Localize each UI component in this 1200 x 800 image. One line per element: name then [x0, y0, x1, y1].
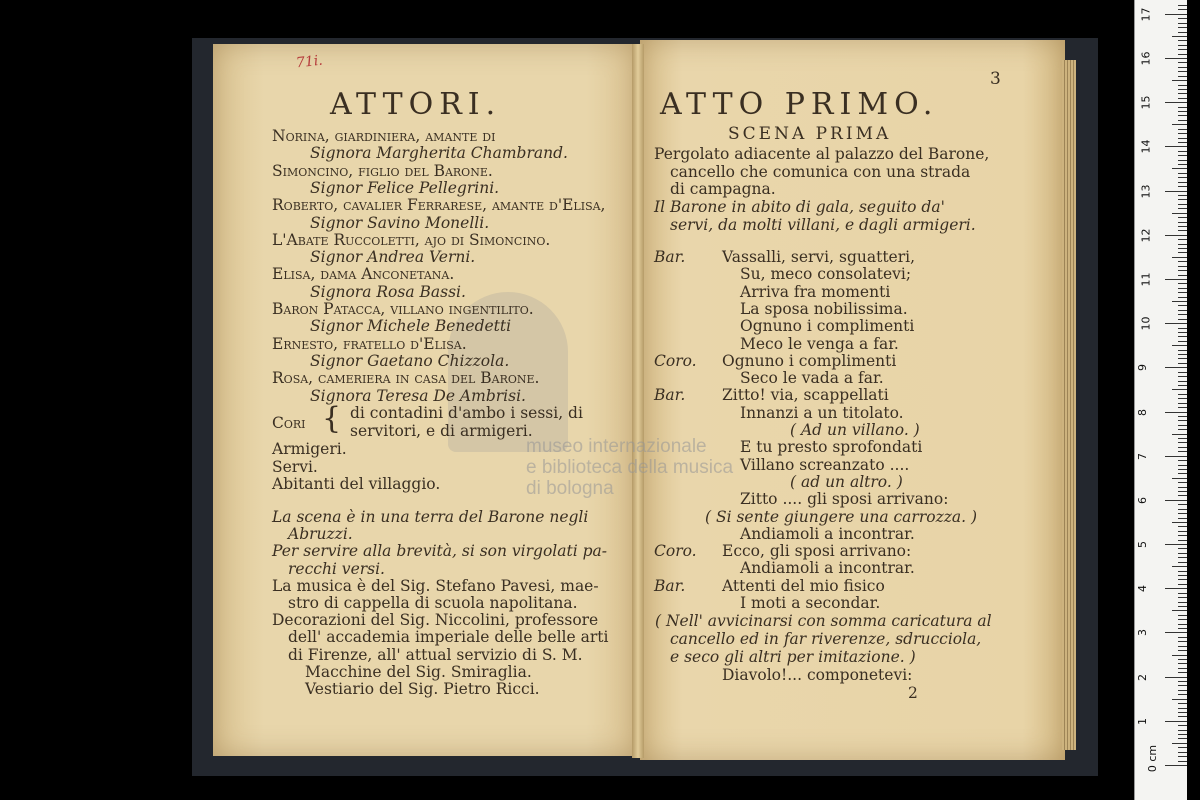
ruler-tick — [1178, 606, 1187, 607]
note-line: La musica è del Sig. Stefano Pavesi, mae- — [272, 576, 599, 595]
ruler-tick — [1178, 314, 1187, 315]
ruler-tick — [1178, 363, 1187, 364]
cast-line: Elisa, dama Anconetana. — [272, 265, 455, 284]
ruler-tick — [1178, 752, 1187, 753]
ruler-tick — [1178, 535, 1187, 536]
dialogue-line: Ognuno i complimenti — [740, 317, 915, 336]
ruler-tick — [1178, 602, 1187, 603]
act-title: ATTO PRIMO. — [660, 87, 939, 122]
ruler-tick — [1178, 164, 1187, 165]
ruler-tick — [1178, 672, 1187, 673]
ruler-number: 11 — [1139, 272, 1153, 287]
ruler-tick — [1178, 482, 1187, 483]
cast-line: Signor Felice Pellegrini. — [310, 178, 500, 197]
ruler-tick — [1178, 204, 1187, 205]
ruler-tick — [1178, 177, 1187, 178]
ruler-tick — [1178, 416, 1187, 417]
ruler-tick — [1178, 690, 1187, 691]
ruler-tick — [1165, 588, 1187, 589]
ruler-tick — [1172, 566, 1187, 567]
ruler-tick — [1165, 235, 1187, 236]
dialogue-line: La sposa nobilissima. — [740, 299, 908, 318]
ruler-tick — [1178, 195, 1187, 196]
ruler-tick — [1178, 624, 1187, 625]
dialogue-line: Su, meco consolatevi; — [740, 265, 912, 284]
ruler-tick — [1178, 328, 1187, 329]
ruler-tick — [1178, 138, 1187, 139]
ruler-number: 5 — [1136, 541, 1149, 549]
ruler-number: 9 — [1136, 364, 1149, 372]
ruler-tick — [1178, 495, 1187, 496]
ruler-tick — [1178, 40, 1187, 41]
ruler-tick — [1172, 36, 1187, 37]
ruler-tick — [1178, 49, 1187, 50]
ruler-tick — [1178, 76, 1187, 77]
ruler-tick — [1172, 655, 1187, 656]
ruler-tick — [1178, 584, 1187, 585]
ruler-unit: 0 cm — [1146, 744, 1160, 773]
setting-line-2: cancello che comunica con una strada — [670, 163, 971, 181]
ruler-tick — [1178, 266, 1187, 267]
ruler-tick — [1178, 708, 1187, 709]
dialogue-line: Zitto .... gli sposi arrivano: — [740, 490, 949, 509]
ruler-tick — [1178, 111, 1187, 112]
extra-abitanti: Abitanti del villaggio. — [272, 475, 441, 493]
ruler-tick — [1165, 146, 1187, 147]
ruler-tick — [1178, 120, 1187, 121]
ruler-tick — [1178, 354, 1187, 355]
ruler-tick — [1178, 747, 1187, 748]
ruler-tick — [1178, 403, 1187, 404]
note-line: Vestiario del Sig. Pietro Ricci. — [305, 680, 540, 698]
ruler-tick — [1165, 367, 1187, 368]
cast-line: Signor Savino Monelli. — [310, 213, 490, 232]
ruler-tick — [1178, 182, 1187, 183]
ruler-tick — [1178, 553, 1187, 554]
note-line: La scena è in una terra del Barone negli — [272, 508, 589, 526]
ruler-tick — [1178, 491, 1187, 492]
ruler-tick — [1178, 756, 1187, 757]
measurement-ruler — [1134, 0, 1187, 800]
ruler-tick — [1178, 628, 1187, 629]
ruler-tick — [1172, 743, 1187, 744]
dialogue-line: Innanzi a un titolato. — [740, 403, 904, 422]
cast-line: Baron Patacca, villano ingentilito. — [272, 300, 534, 318]
dialogue-line: Arriva fra momenti — [740, 282, 891, 301]
ruler-tick — [1178, 429, 1187, 430]
dialogue-line: Ognuno i complimenti — [722, 351, 897, 370]
ruler-tick — [1178, 239, 1187, 240]
ruler-tick — [1178, 372, 1187, 373]
ruler-tick — [1178, 398, 1187, 399]
ruler-tick — [1172, 434, 1187, 435]
ruler-tick — [1178, 297, 1187, 298]
ruler-tick — [1165, 544, 1187, 545]
dialogue-line: ( Si sente giungere una carrozza. ) — [705, 507, 978, 526]
book-gutter — [632, 44, 644, 758]
ruler-tick — [1178, 509, 1187, 510]
last-line: Diavolo!... componetevi: — [722, 666, 913, 684]
extra-armigeri: Armigeri. — [272, 440, 347, 458]
ruler-tick — [1178, 407, 1187, 408]
setting-line-1: Pergolato adiacente al palazzo del Barone, — [654, 145, 990, 163]
ruler-tick — [1178, 217, 1187, 218]
watermark-line1: museo internazionale — [526, 436, 707, 457]
closing-direction-2: cancello ed in far riverenze, sdrucciola, — [670, 630, 982, 648]
cast-line: L'Abate Ruccoletti, ajo di Simoncino. — [272, 230, 551, 249]
ruler-tick — [1178, 557, 1187, 558]
ruler-tick — [1178, 32, 1187, 33]
dialogue-line: Andiamoli a incontrar. — [740, 524, 915, 543]
cast-line: Norina, giardiniera, amante di — [272, 127, 496, 145]
cast-line: Roberto, cavalier Ferrarese, amante d'Elisa, — [272, 196, 606, 215]
ruler-number: 10 — [1139, 316, 1153, 331]
ruler-tick — [1165, 721, 1187, 722]
ruler-tick — [1178, 575, 1187, 576]
ruler-number: 7 — [1136, 452, 1149, 460]
ruler-number: 12 — [1139, 228, 1153, 243]
dialogue-line: ( ad un altro. ) — [790, 472, 903, 491]
cast-line: Signora Teresa De Ambrisi. — [310, 386, 526, 405]
ruler-tick — [1178, 540, 1187, 541]
dialogue-line: Seco le vada a far. — [740, 369, 884, 388]
ruler-tick — [1178, 681, 1187, 682]
speaker-label: Coro. — [654, 351, 697, 370]
ruler-tick — [1178, 438, 1187, 439]
ruler-tick — [1172, 699, 1187, 700]
ruler-tick — [1178, 703, 1187, 704]
cori-brace: { — [322, 401, 342, 436]
ruler-tick — [1178, 248, 1187, 249]
cast-line: Rosa, cameriera in casa del Barone. — [272, 369, 540, 388]
ruler-tick — [1178, 646, 1187, 647]
ruler-tick — [1178, 67, 1187, 68]
ruler-tick — [1178, 186, 1187, 187]
ruler-tick — [1165, 191, 1187, 192]
ruler-tick — [1172, 213, 1187, 214]
ruler-tick — [1178, 270, 1187, 271]
dialogue-line: Attenti del mio fisico — [722, 576, 885, 595]
ruler-tick — [1178, 336, 1187, 337]
ruler-tick — [1178, 199, 1187, 200]
ruler-tick — [1178, 663, 1187, 664]
ruler-tick — [1178, 469, 1187, 470]
ruler-tick — [1178, 332, 1187, 333]
ruler-tick — [1178, 62, 1187, 63]
ruler-tick — [1178, 685, 1187, 686]
ruler-tick — [1178, 173, 1187, 174]
ruler-tick — [1178, 385, 1187, 386]
cast-line: Simoncino, figlio del Barone. — [272, 161, 493, 180]
ruler-tick — [1178, 71, 1187, 72]
speaker-label: Coro. — [654, 542, 697, 561]
ruler-tick — [1178, 668, 1187, 669]
ruler-tick — [1178, 641, 1187, 642]
cori-line-2: servitori, e di armigeri. — [350, 422, 533, 440]
ruler-tick — [1172, 168, 1187, 169]
ruler-number: 8 — [1136, 408, 1149, 416]
ruler-tick — [1178, 531, 1187, 532]
ruler-tick — [1178, 341, 1187, 342]
ruler-tick — [1178, 310, 1187, 311]
ruler-tick — [1178, 593, 1187, 594]
note-line: Macchine del Sig. Smiraglia. — [305, 662, 532, 681]
page-number: 3 — [990, 69, 1001, 89]
ruler-number: 13 — [1139, 184, 1153, 199]
ruler-tick — [1178, 513, 1187, 514]
note-line: recchi versi. — [288, 559, 385, 578]
dialogue-line: Ecco, gli sposi arrivano: — [722, 542, 912, 561]
ruler-tick — [1178, 358, 1187, 359]
ruler-tick — [1178, 85, 1187, 86]
ruler-number: 15 — [1139, 95, 1153, 110]
ruler-tick — [1178, 526, 1187, 527]
ruler-tick — [1172, 478, 1187, 479]
ruler-tick — [1178, 98, 1187, 99]
ruler-number: 4 — [1136, 585, 1149, 593]
ruler-number: 3 — [1136, 629, 1149, 637]
cast-line: Signora Rosa Bassi. — [310, 282, 466, 301]
ruler-tick — [1178, 115, 1187, 116]
ruler-tick — [1178, 93, 1187, 94]
dialogue-line: Vassalli, servi, sguatteri, — [722, 248, 916, 266]
ruler-number: 14 — [1139, 139, 1153, 154]
ruler-tick — [1178, 319, 1187, 320]
ruler-tick — [1165, 279, 1187, 280]
ruler-tick — [1178, 465, 1187, 466]
ruler-tick — [1178, 9, 1187, 10]
ruler-tick — [1178, 504, 1187, 505]
ruler-number: 1 — [1136, 717, 1149, 725]
ruler-tick — [1178, 23, 1187, 24]
dialogue-line: E tu presto sprofondati — [740, 438, 923, 457]
ruler-tick — [1178, 738, 1187, 739]
direction-line-2: servi, da molti villani, e dagli armigeri. — [670, 216, 976, 234]
ruler-tick — [1165, 14, 1187, 15]
ruler-tick — [1178, 381, 1187, 382]
ruler-tick — [1172, 124, 1187, 125]
closing-direction-1: ( Nell' avvicinarsi con somma caricatura al — [655, 612, 992, 630]
cast-line: Signor Michele Benedetti — [310, 317, 512, 336]
ruler-tick — [1178, 442, 1187, 443]
ruler-tick — [1178, 694, 1187, 695]
ruler-tick — [1178, 571, 1187, 572]
ruler-tick — [1165, 765, 1187, 766]
ruler-tick — [1178, 230, 1187, 231]
extra-servi: Servi. — [272, 458, 318, 476]
ruler-tick — [1178, 208, 1187, 209]
ruler-tick — [1178, 133, 1187, 134]
ruler-tick — [1178, 562, 1187, 563]
note-line: Abruzzi. — [288, 525, 353, 544]
cast-line: Signor Andrea Verni. — [310, 248, 476, 267]
watermark-text — [526, 436, 733, 499]
ruler-tick — [1178, 761, 1187, 762]
ruler-number: 16 — [1139, 51, 1153, 66]
watermark-line3: di bologna — [526, 478, 614, 499]
ruler-tick — [1178, 222, 1187, 223]
ruler-tick — [1178, 619, 1187, 620]
dialogue-line: Zitto! via, scappellati — [722, 386, 889, 405]
speaker-label: Bar. — [654, 248, 686, 266]
ruler-tick — [1178, 473, 1187, 474]
ruler-tick — [1178, 275, 1187, 276]
ruler-tick — [1172, 80, 1187, 81]
cast-line: Signor Gaetano Chizzola. — [310, 351, 510, 370]
dialogue-line: Andiamoli a incontrar. — [740, 559, 915, 578]
ruler-tick — [1178, 244, 1187, 245]
ruler-tick — [1172, 301, 1187, 302]
ruler-tick — [1178, 288, 1187, 289]
ruler-tick — [1178, 350, 1187, 351]
dialogue-line: ( Ad un villano. ) — [790, 421, 920, 439]
ruler-tick — [1178, 425, 1187, 426]
ruler-tick — [1178, 5, 1187, 6]
ruler-tick — [1172, 345, 1187, 346]
ruler-tick — [1178, 712, 1187, 713]
ruler-tick — [1178, 107, 1187, 108]
ruler-tick — [1178, 730, 1187, 731]
ruler-tick — [1178, 376, 1187, 377]
ruler-tick — [1172, 389, 1187, 390]
cast-title: ATTORI. — [330, 87, 502, 122]
ruler-tick — [1178, 487, 1187, 488]
ruler-tick — [1178, 27, 1187, 28]
ruler-tick — [1178, 460, 1187, 461]
ruler-tick — [1178, 155, 1187, 156]
ruler-tick — [1178, 615, 1187, 616]
ruler-tick — [1165, 456, 1187, 457]
cori-label: Cori — [272, 414, 306, 432]
ruler-tick — [1178, 18, 1187, 19]
cori-line-1: di contadini d'ambo i sessi, di — [350, 404, 583, 422]
ruler-number: 6 — [1136, 496, 1149, 504]
ruler-tick — [1178, 579, 1187, 580]
ruler-tick — [1178, 261, 1187, 262]
ruler-tick — [1165, 677, 1187, 678]
signature-mark: 2 — [908, 684, 918, 702]
ruler-tick — [1165, 500, 1187, 501]
ruler-tick — [1178, 54, 1187, 55]
note-line: Decorazioni del Sig. Niccolini, professore — [272, 611, 599, 630]
dialogue-line: Villano screanzato .... — [740, 455, 910, 474]
ruler-tick — [1178, 129, 1187, 130]
ruler-tick — [1178, 716, 1187, 717]
ruler-tick — [1178, 283, 1187, 284]
ruler-tick — [1178, 305, 1187, 306]
ruler-number: 2 — [1136, 673, 1149, 681]
setting-line-3: di campagna. — [670, 180, 776, 198]
ruler-tick — [1178, 637, 1187, 638]
ruler-tick — [1172, 257, 1187, 258]
ruler-tick — [1178, 548, 1187, 549]
ruler-tick — [1178, 518, 1187, 519]
ruler-tick — [1178, 89, 1187, 90]
ruler-tick — [1178, 420, 1187, 421]
note-line: stro di cappella di scuola napolitana. — [288, 594, 578, 612]
ruler-tick — [1178, 226, 1187, 227]
speaker-label: Bar. — [654, 576, 686, 595]
ruler-tick — [1178, 160, 1187, 161]
cast-line: Ernesto, fratello d'Elisa. — [272, 334, 467, 353]
dialogue-line: I moti a secondar. — [740, 594, 881, 612]
ruler-tick — [1178, 650, 1187, 651]
ruler-tick — [1165, 412, 1187, 413]
note-line: di Firenze, all' attual servizio di S. M. — [288, 645, 583, 664]
note-line: Per servire alla brevità, si son virgolati pa- — [272, 542, 607, 561]
ruler-tick — [1178, 151, 1187, 152]
ruler-tick — [1178, 447, 1187, 448]
ruler-number: 17 — [1139, 7, 1153, 22]
ruler-tick — [1178, 142, 1187, 143]
library-stamp: 71i. — [295, 52, 324, 72]
ruler-tick — [1165, 58, 1187, 59]
ruler-tick — [1178, 734, 1187, 735]
direction-line-1: Il Barone in abito di gala, seguito da' — [654, 198, 945, 216]
ruler-tick — [1178, 597, 1187, 598]
ruler-tick — [1165, 632, 1187, 633]
closing-direction-3: e seco gli altri per imitazione. ) — [670, 648, 916, 666]
ruler-tick — [1165, 323, 1187, 324]
ruler-tick — [1178, 725, 1187, 726]
ruler-tick — [1172, 522, 1187, 523]
ruler-tick — [1165, 102, 1187, 103]
watermark-line2: e biblioteca della musica — [526, 457, 734, 478]
ruler-tick — [1178, 659, 1187, 660]
ruler-tick — [1172, 610, 1187, 611]
cast-line: Signora Margherita Chambrand. — [310, 144, 568, 163]
speaker-label: Bar. — [654, 386, 686, 405]
ruler-tick — [1178, 394, 1187, 395]
ruler-tick — [1178, 252, 1187, 253]
page-edges — [1062, 60, 1076, 750]
ruler-tick — [1178, 451, 1187, 452]
ruler-tick — [1178, 45, 1187, 46]
ruler-tick — [1178, 292, 1187, 293]
note-line: dell' accademia imperiale delle belle arti — [288, 628, 609, 647]
scene-title: SCENA PRIMA — [728, 124, 892, 144]
dialogue-line: Meco le venga a far. — [740, 334, 899, 353]
